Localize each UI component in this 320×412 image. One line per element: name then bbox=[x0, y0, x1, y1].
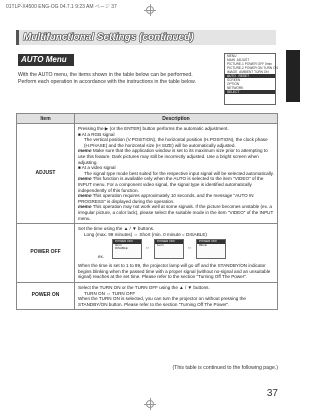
table-header-row bbox=[17, 114, 278, 124]
menu-graphic-row: IMAGE AMBIENT TURN ON bbox=[227, 70, 269, 74]
box-value: 0min bbox=[115, 242, 122, 247]
page-number: 37 bbox=[266, 388, 278, 399]
power-off-setting-box bbox=[112, 239, 142, 259]
box-title: POWER OFF bbox=[155, 240, 183, 243]
desc-power-on bbox=[75, 283, 278, 310]
table-row-adjust bbox=[17, 124, 278, 224]
intro-paragraph: With the AUTO menu, the items shown in the table below can be performed. Perform each operation in accordance with the instructions in the table below. bbox=[18, 72, 196, 85]
memo-label: memo bbox=[78, 193, 92, 199]
continued-note: (This table is continued to the following page.) bbox=[172, 365, 278, 371]
adjust-video-heading: ■ At a video signal bbox=[78, 165, 116, 171]
adjust-memo-2: memo This function is available only when the AUTO is selected to the item "VIDEO" of the INPUT menu. For a component video signal, the signal type is identified automatically independently of this function. bbox=[78, 176, 264, 193]
table-row-power-off bbox=[17, 224, 278, 283]
auto-menu-table bbox=[16, 113, 278, 310]
item-power-off: POWER OFF bbox=[17, 224, 75, 283]
menu-graphic-row: MENU bbox=[227, 54, 237, 58]
box-title: POWER OFF bbox=[113, 240, 141, 243]
registration-mark-icon bbox=[146, 6, 154, 14]
power-off-detail: When the time is set to 1 to 99, the projector lamp will go off and the STANDBY/ON indicator begins blinking when the passed time with a proper signal (without no-signal and an unsuitable signal) reaches at the set time. Please refer to the section "Turning Off The Power". bbox=[78, 263, 271, 280]
adjust-video-text: The signal type mode best suited for the respective input signal will be selected automatically. bbox=[84, 170, 274, 176]
memo-label: memo bbox=[78, 204, 92, 210]
menu-graphic-row: MAIN ADJUST bbox=[227, 58, 250, 62]
power-off-range: Long (max. 99 minutes) ⇔ Short (min. 0 minute = DISABLE) bbox=[84, 231, 207, 237]
item-adjust: ADJUST bbox=[17, 124, 75, 224]
menu-graphic-row: PICTURE-1 POWER OFF 0min bbox=[227, 62, 272, 66]
menu-graphic-row-selected: AUTO RESET bbox=[225, 74, 275, 78]
section-title: Multifunctional Settings (continued) bbox=[16, 30, 276, 45]
power-off-setting-box bbox=[196, 239, 226, 259]
power-off-instruction: Set the time using the ▲ / ▼ buttons. bbox=[78, 226, 155, 232]
menu-graphic-row: PICTURE-2 POWER ON TURN ON bbox=[227, 66, 278, 70]
power-off-diagram bbox=[98, 239, 274, 261]
side-tab bbox=[286, 50, 300, 102]
menu-graphic-row: SCREEN bbox=[227, 78, 241, 82]
auto-menu-title: AUTO Menu bbox=[18, 54, 74, 66]
adjust-intro: Pressing the ▶ (or the ENTER) button performs the automatic adjustment. bbox=[78, 126, 229, 131]
box-title: POWER OFF bbox=[197, 240, 225, 243]
desc-power-off bbox=[75, 224, 278, 283]
column-header-description: Description bbox=[75, 114, 278, 124]
menu-graphic-row: SELECT bbox=[225, 90, 275, 94]
power-on-detail: When the TURN ON is selected, you can turn the projector on without pressing the STANDBY/ON button. Please refer to the section "Turning Off The Power". bbox=[78, 296, 246, 307]
memo-label: memo bbox=[78, 148, 92, 154]
menu-screen-graphic bbox=[224, 53, 276, 105]
adjust-memo-4: memo This operation may not work well at some signals. If the picture becomes unstable (ex. a irregular picture, a color lack), please select the suitable mode in the item "VIDEO" of the INPUT menu. bbox=[78, 204, 274, 221]
registration-mark-icon bbox=[146, 400, 154, 408]
box-value: 1min bbox=[157, 242, 164, 247]
table-row-power-on bbox=[17, 283, 278, 310]
example-label: ex. bbox=[98, 253, 105, 259]
box-note: DISABLE bbox=[115, 246, 128, 251]
arrow-icon: ⇔ bbox=[187, 245, 192, 252]
item-power-on: POWER ON bbox=[17, 283, 75, 310]
column-header-item: Item bbox=[17, 114, 75, 124]
arrow-icon: ⇔ bbox=[145, 245, 150, 252]
power-off-setting-box bbox=[154, 239, 184, 259]
adjust-memo-3: memo This operation requires approximately 10 seconds, and the message "AUTO IN PROGRESS" is displayed during the operation. bbox=[78, 193, 254, 204]
memo-label: memo bbox=[78, 176, 92, 182]
menu-graphic-row: OPTION bbox=[227, 82, 240, 86]
power-on-instruction: Select the TURN ON or the TURN OFF using the ▲ / ▼ buttons. bbox=[78, 285, 210, 291]
adjust-rgb-heading: ■ At a RGB signal bbox=[78, 131, 115, 137]
desc-adjust bbox=[75, 124, 278, 224]
power-on-options: TURN ON ⇔ TURN OFF bbox=[84, 290, 136, 296]
box-value: 99min bbox=[199, 242, 208, 247]
print-header: 01TLP-X4500 ENG-OG 04.7.1 9:23 AM ページ 37 bbox=[6, 4, 117, 10]
adjust-rgb-text: The vertical position (V.POSITION), the horizontal position (H.POSITION), the clock phase (H.PHASE) and the horizontal size (H SIZE) will be automatically adjusted. bbox=[84, 137, 268, 148]
menu-graphic-row: NETWORK bbox=[227, 86, 244, 90]
adjust-memo-1: memo Make sure that the application window is set to its maximum size prior to attempting to use this feature. Dark pictures may still be incorrectly adjusted. Use a bright screen when adjusting. bbox=[78, 148, 268, 165]
